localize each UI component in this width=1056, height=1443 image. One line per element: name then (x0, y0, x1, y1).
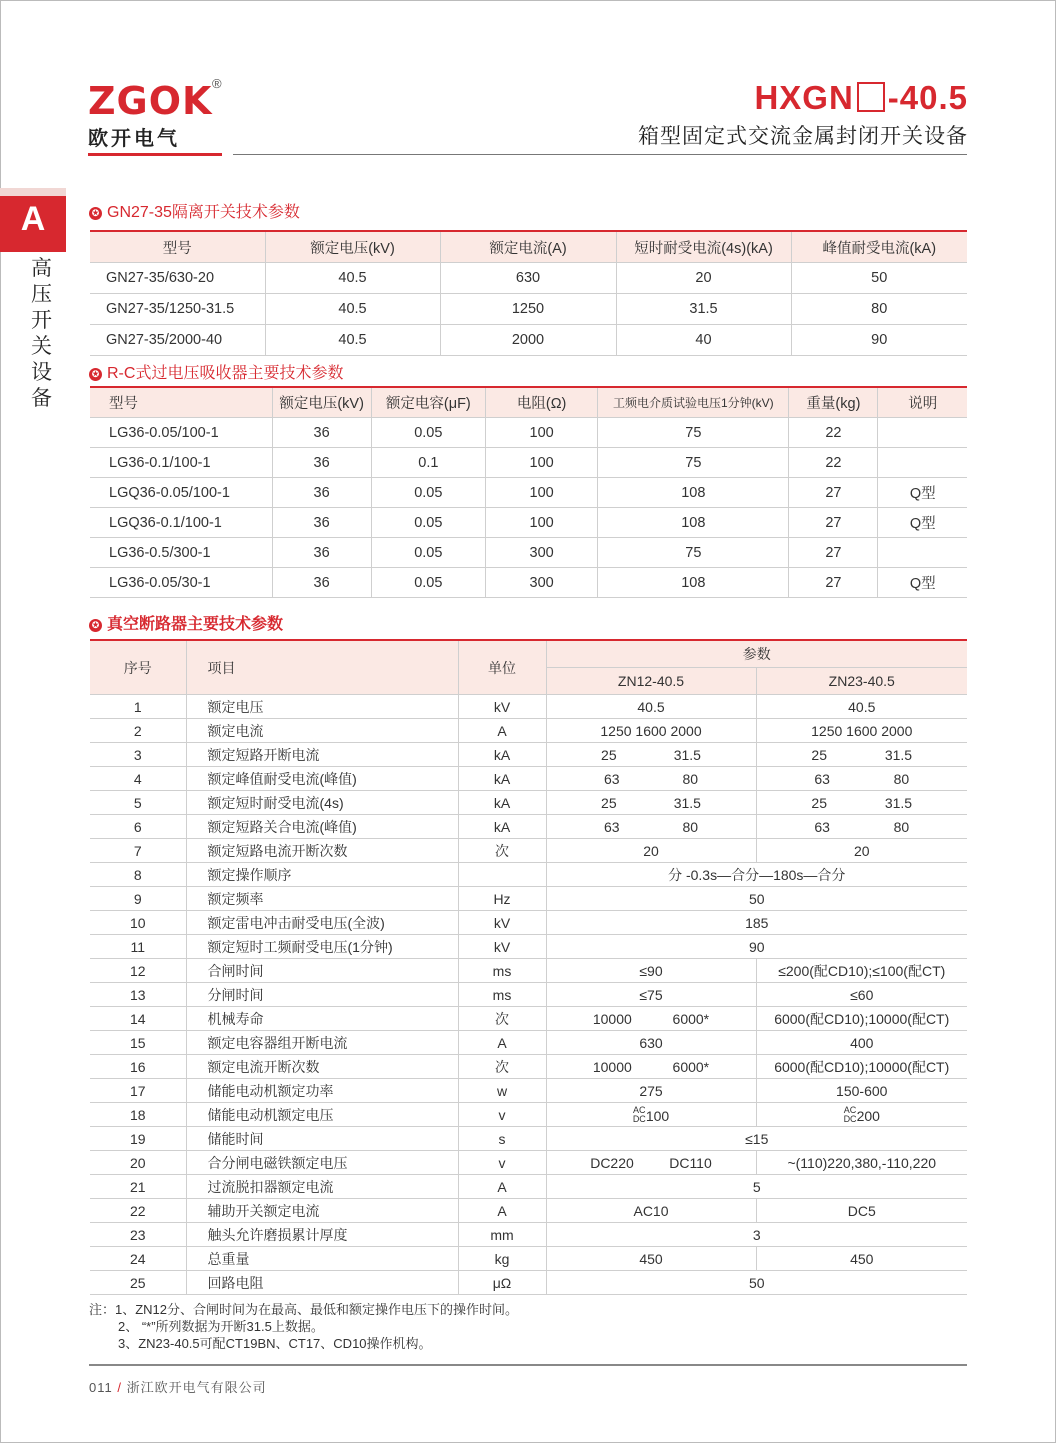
side-tab-strip (0, 188, 66, 196)
product-code: HXGN -40.5 (754, 79, 968, 116)
table-row: 15 额定电容器组开断电流 A 630 400 (90, 1031, 967, 1055)
table-row: 13 分闸时间 ms ≤75 ≤60 (90, 983, 967, 1007)
col-header: 短时耐受电流(4s)(kA) (616, 231, 791, 263)
table-row: LGQ36-0.05/100-1 36 0.05 100 108 27 Q型 (90, 478, 967, 508)
table-row: 1 额定电压 kV 40.5 40.5 (90, 695, 967, 719)
col-header-model: ZN12-40.5 (546, 668, 756, 695)
vacuum-breaker-spec-table (90, 639, 967, 1295)
table-row: LG36-0.05/30-1 36 0.05 300 108 27 Q型 (90, 568, 967, 598)
table-row: 7 额定短路电流开断次数 次 20 20 (90, 839, 967, 863)
table-row: 17 储能电动机额定功率 w 275 150-600 (90, 1079, 967, 1103)
brand-subtitle: 欧开电气 (88, 126, 180, 150)
table-row: 14 机械寿命 次 10000 6000* 6000(配CD10);10000(配CT) (90, 1007, 967, 1031)
col-header-model: ZN23-40.5 (756, 668, 967, 695)
table-row: GN27-35/2000-40 40.5 2000 40 90 (90, 325, 967, 356)
table-row: 25 回路电阻 μΩ 50 (90, 1271, 967, 1295)
footer: 011 / 浙江欧开电气有限公司 (89, 1380, 267, 1395)
note-line: 注：1、ZN12分、合闸时间为在最高、最低和额定操作电压下的操作时间。 (89, 1302, 519, 1317)
table-row: 19 储能时间 s ≤15 (90, 1127, 967, 1151)
col-header: 峰值耐受电流(kA) (791, 231, 967, 263)
table-row: 3 额定短路开断电流 kA 25 31.5 25 31.5 (90, 743, 967, 767)
brand-logo (88, 76, 222, 151)
col-header: 序号 (90, 640, 186, 695)
col-header: 额定电压(kV) (272, 387, 371, 418)
table-row: 8 额定操作顺序 分 -0.3s—合分—180s—合分 (90, 863, 967, 887)
table-row: 11 额定短时工频耐受电压(1分钟) kV 90 (90, 935, 967, 959)
table-header-row (90, 640, 967, 668)
side-tab-label: 高压开关设备 (31, 257, 52, 410)
col-header: 型号 (90, 387, 272, 418)
col-header: 参数 (546, 640, 967, 668)
table-row: LG36-0.1/100-1 36 0.1 100 75 22 (90, 448, 967, 478)
placeholder-box-icon (857, 82, 885, 112)
page-number: 011 (89, 1380, 113, 1395)
note-line: 2、 “*”所列数据为开断31.5上数据。 (118, 1319, 324, 1334)
side-tab-letter: A (0, 196, 66, 252)
col-header: 额定电容(μF) (371, 387, 485, 418)
table-row: GN27-35/630-20 40.5 630 20 50 (90, 263, 967, 294)
gn27-spec-table (90, 230, 967, 356)
table-row: 4 额定峰值耐受电流(峰值) kA 63 80 63 80 (90, 767, 967, 791)
table-row: 5 额定短时耐受电流(4s) kA 25 31.5 25 31.5 (90, 791, 967, 815)
col-header: 重量(kg) (789, 387, 878, 418)
col-header: 项目 (186, 640, 458, 695)
table-row: 6 额定短路关合电流(峰值) kA 63 80 63 80 (90, 815, 967, 839)
section3-title: ✪ 真空断路器主要技术参数 (89, 611, 283, 634)
star-bullet-icon: ✪ (89, 368, 102, 381)
logo-underline (88, 153, 222, 156)
col-header: 单位 (458, 640, 546, 695)
table-row: LG36-0.5/300-1 36 0.05 300 75 27 (90, 538, 967, 568)
table-row: LG36-0.05/100-1 36 0.05 100 75 22 (90, 418, 967, 448)
brand-name: ZGOK (88, 79, 213, 123)
rc-absorber-spec-table (90, 386, 967, 598)
table-row: 9 额定频率 Hz 50 (90, 887, 967, 911)
col-header: 额定电流(A) (440, 231, 616, 263)
table-row: 16 额定电流开断次数 次 10000 6000* 6000(配CD10);10000(配CT) (90, 1055, 967, 1079)
table-row: 24 总重量 kg 450 450 (90, 1247, 967, 1271)
table-row: 21 过流脱扣器额定电流 A 5 (90, 1175, 967, 1199)
product-name: 箱型固定式交流金属封闭开关设备 (638, 125, 968, 148)
table-row: 23 触头允许磨损累计厚度 mm 3 (90, 1223, 967, 1247)
note-line: 3、ZN23-40.5可配CT19BN、CT17、CD10操作机构。 (118, 1336, 432, 1351)
footer-divider (89, 1364, 967, 1366)
section1-title: ✪ GN27-35隔离开关技术参数 (89, 199, 300, 222)
notes (89, 1301, 518, 1352)
col-header: 工频电介质试验电压1分钟(kV) (598, 387, 789, 418)
company-name: 浙江欧开电气有限公司 (126, 1380, 267, 1395)
table-row: 2 额定电流 A 1250 1600 2000 1250 1600 2000 (90, 719, 967, 743)
col-header: 型号 (90, 231, 265, 263)
star-bullet-icon: ✪ (89, 207, 102, 220)
star-bullet-icon: ✪ (89, 619, 102, 632)
col-header: 说明 (878, 387, 967, 418)
table-row: 20 合分闸电磁铁额定电压 v DC220 DC110 ~(110)220,380,-110,220 (90, 1151, 967, 1175)
table-row: LGQ36-0.1/100-1 36 0.05 100 108 27 Q型 (90, 508, 967, 538)
table-header-row (90, 231, 967, 263)
table-row: 12 合闸时间 ms ≤90 ≤200(配CD10);≤100(配CT) (90, 959, 967, 983)
col-header: 电阻(Ω) (485, 387, 597, 418)
table-row: 22 辅助开关额定电流 A AC10 DC5 (90, 1199, 967, 1223)
col-header: 额定电压(kV) (265, 231, 440, 263)
product-title (638, 78, 968, 150)
table-row: 10 额定雷电冲击耐受电压(全波) kV 185 (90, 911, 967, 935)
section2-title: ✪ R-C式过电压吸收器主要技术参数 (89, 360, 343, 383)
registered-mark: ® (212, 76, 222, 91)
table-header-row (90, 387, 967, 418)
table-row: 18 储能电动机额定电压 v AC DC100 AC DC200 (90, 1103, 967, 1127)
table-row: GN27-35/1250-31.5 40.5 1250 31.5 80 (90, 294, 967, 325)
header-divider (233, 154, 967, 155)
